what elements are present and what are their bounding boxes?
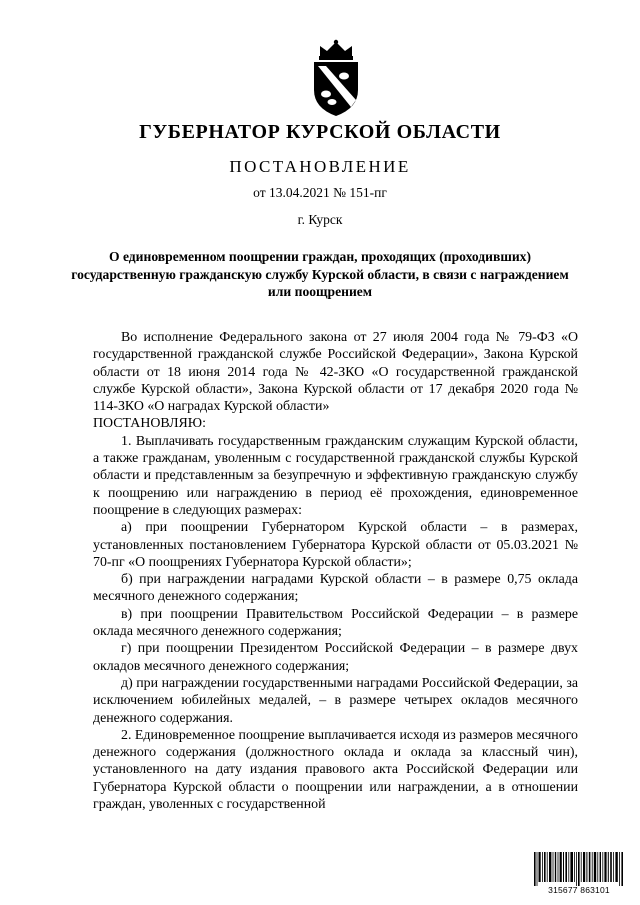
barcode xyxy=(533,852,625,897)
barcode-bars xyxy=(533,852,625,886)
document-date-number: от 13.04.2021 № 151-пг xyxy=(253,185,387,200)
clause-1-a: а) при поощрении Губернатором Курской области – в размерах, установленных постановлением Губернатора Курской области от 05.03.2021 № 70-пг «О поощрениях Губернатора Курской области»; xyxy=(93,520,578,570)
resolve-word: ПОСТАНОВЛЯЮ: xyxy=(93,416,206,432)
barcode-number: 315677 863101 xyxy=(548,885,610,895)
kursk-coat-of-arms-icon xyxy=(296,38,376,118)
clause-1: 1. Выплачивать государственным гражданским служащим Курской области, а также гражданам, уволенным с государственной гражданской службы Курской области и представленным за безупречную и эффективную гражданскую службу к поощрению или награждению в период её прохождения, единовременное поощрение в следующих размерах: xyxy=(93,433,578,518)
document-type: ПОСТАНОВЛЕНИЕ xyxy=(229,157,411,176)
clause-1-g: г) при поощрении Президентом Российской Федерации – в размере двух окладов месячного денежного содержания; xyxy=(93,641,578,674)
governor-title: ГУБЕРНАТОР КУРСКОЙ ОБЛАСТИ xyxy=(139,121,501,143)
clause-1-d: д) при награждении государственными наградами Российской Федерации, за исключением юбилейных медалей, – в размере четырех окладов месячного денежного содержания. xyxy=(93,675,578,726)
clause-1-b: б) при награждении наградами Курской области – в размере 0,75 оклада месячного денежного содержания; xyxy=(93,572,578,605)
document-subject: О единовременном поощрении граждан, проходящих (проходивших) государственную гражданскую службу Курской области, в связи с награждением или поощрением xyxy=(71,249,569,299)
document-body xyxy=(93,329,578,813)
clause-2: 2. Единовременное поощрение выплачивается исходя из размеров месячного денежного содержания (должностного оклада и оклада за классный чин), установленного на дату издания правового акта Российской Федерации или Губернатора Курской области о поощрении или награждении, а в отношении граждан, уволенных с государственной xyxy=(93,727,578,813)
preamble-paragraph: Во исполнение Федерального закона от 27 июля 2004 года № 79-ФЗ «О государственной гражданской службе Российской Федерации», Закона Курской области от 18 июня 2014 года № 42-ЗКО «О государственной гражданской службе Курской области», Закона Курской области от 17 декабря 2020 года № 114-ЗКО «О наградах Курской области» xyxy=(93,330,578,415)
document-city: г. Курск xyxy=(297,212,343,227)
clause-1-v: в) при поощрении Правительством Российской Федерации – в размере оклада месячного денежного содержания; xyxy=(93,606,578,640)
